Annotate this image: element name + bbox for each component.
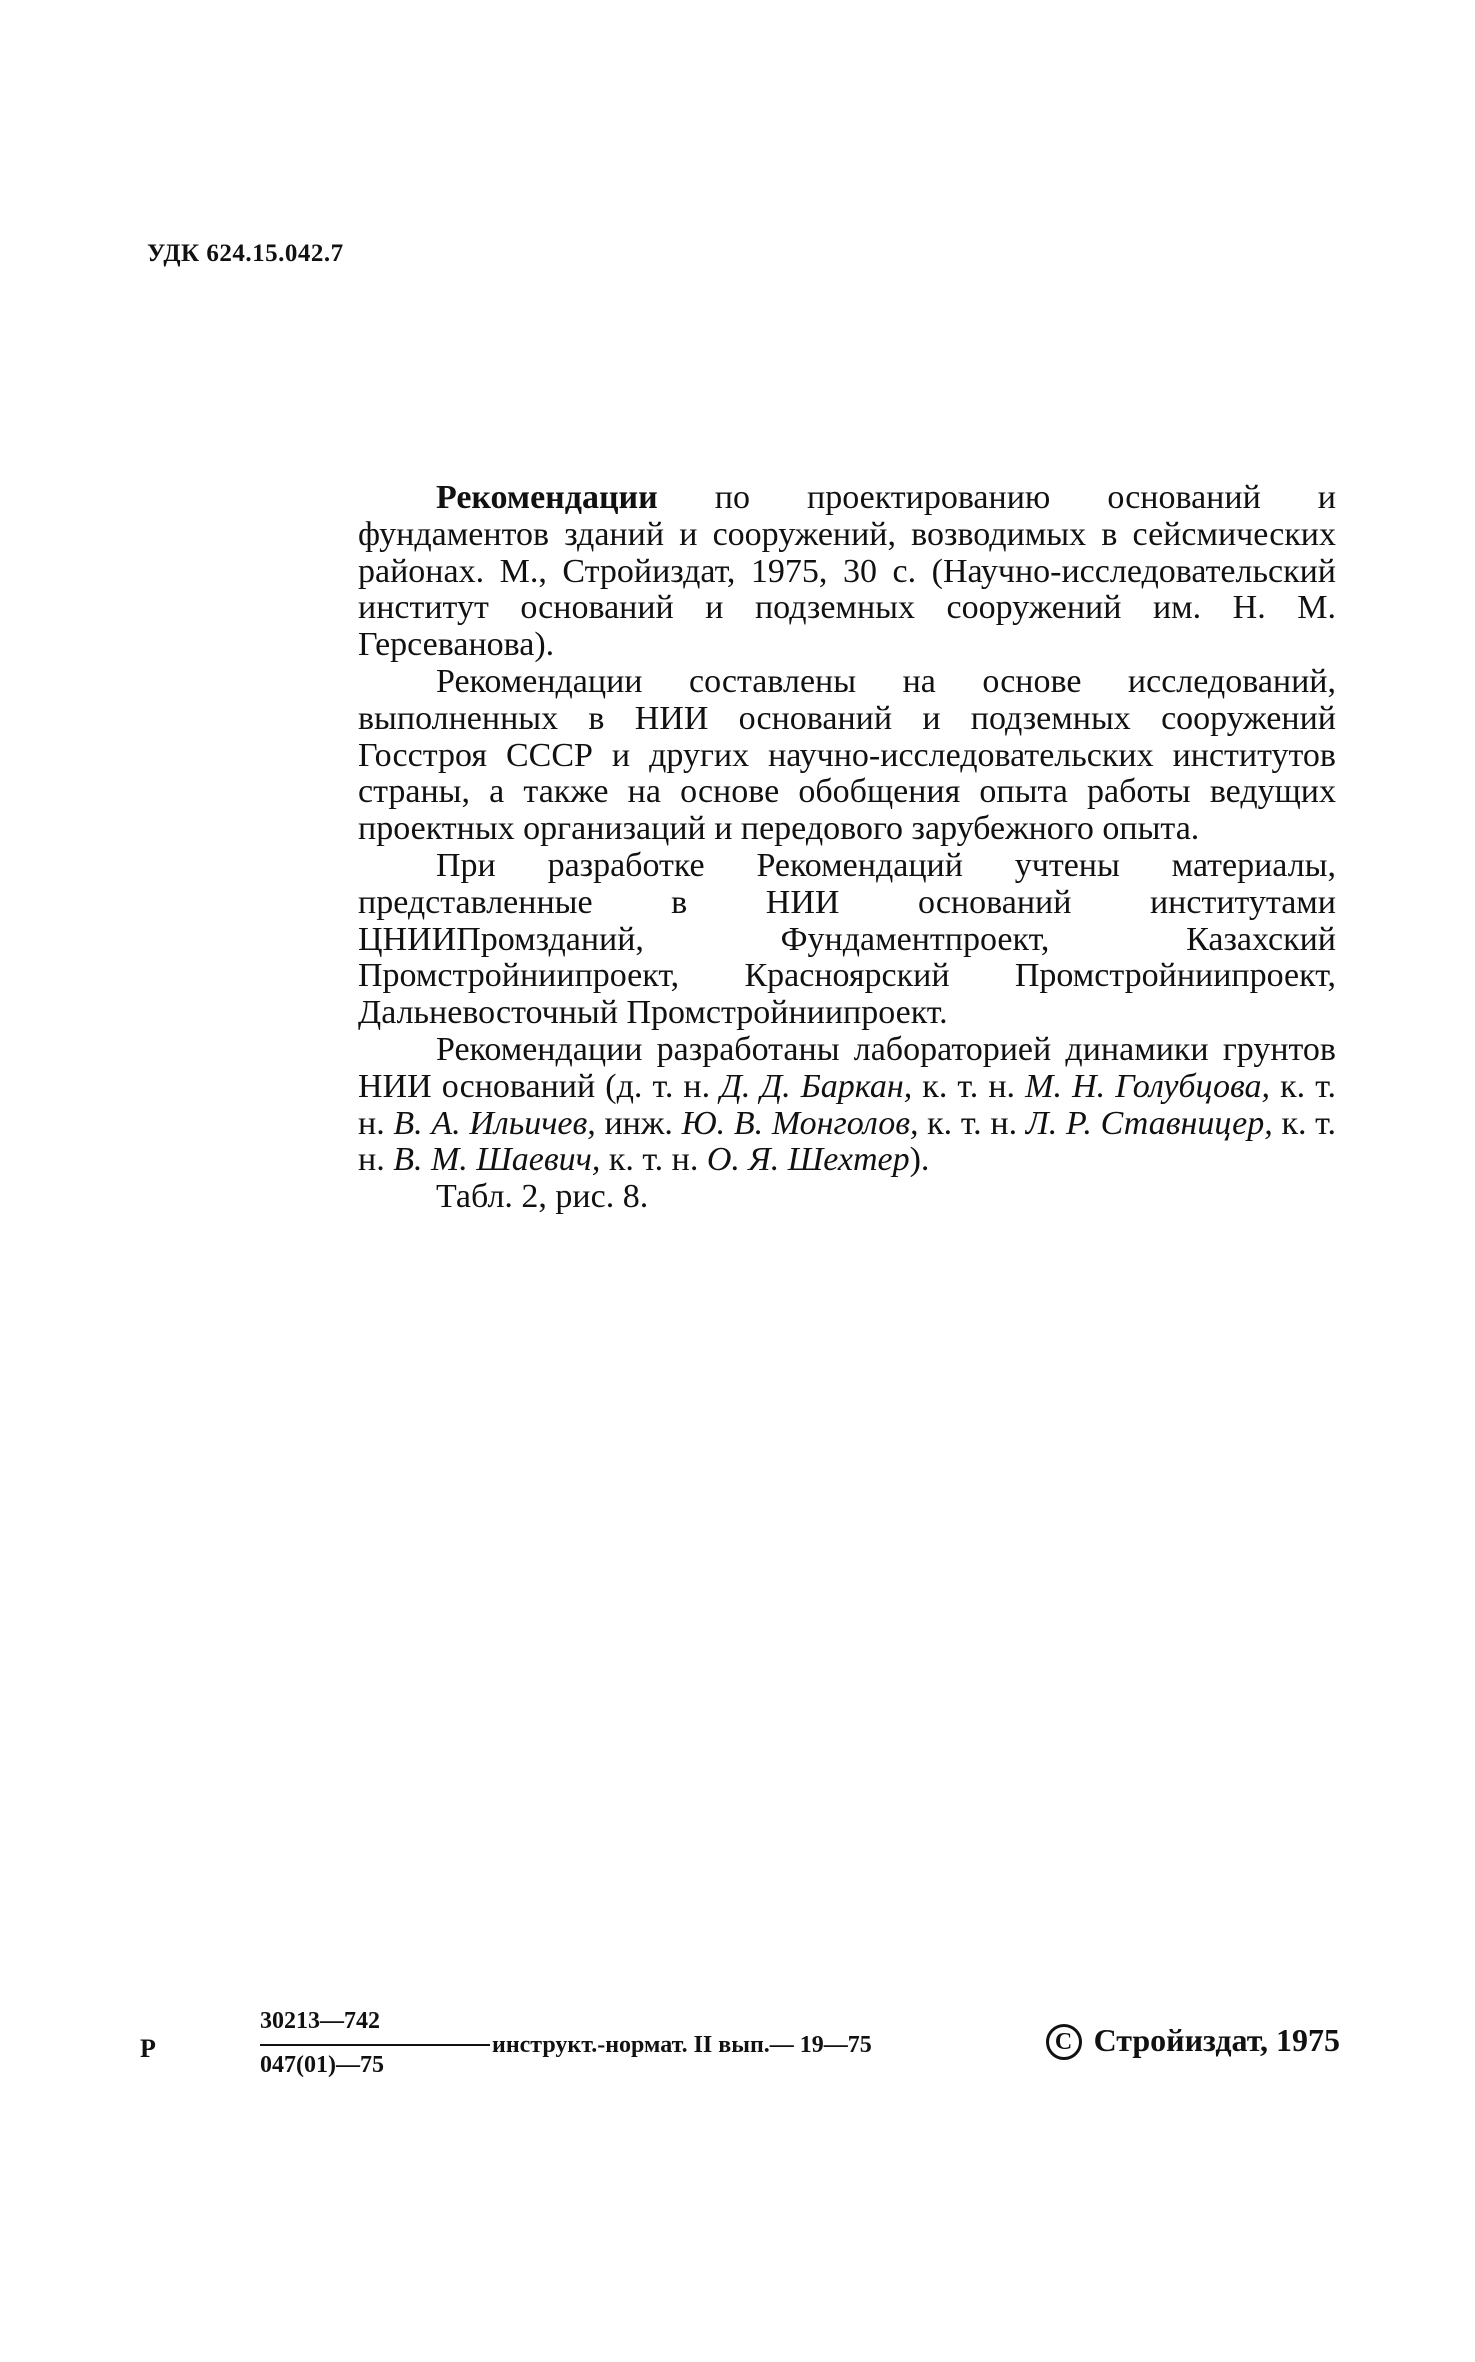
udk-code: УДК 624.15.042.7 [147,240,344,267]
author-name: Д. Д. Баркан, [720,1067,913,1105]
author-name: В. А. Ильичев, [393,1104,596,1142]
abstract-text: по проектированию оснований и фундаментов зданий и сооружений, возводимых в сейсмических районах. М., Стройиздат, 1975, 30 с. (Научно-исследовательский институт оснований и подземных сооружений им. Н. М. Герсеванова). [358,479,1336,664]
imprint-letter: Р [140,2034,156,2063]
imprint-denominator: 047(01)—75 [260,2052,384,2078]
imprint-numerator: 30213—742 [260,2008,380,2034]
author-name: Ю. В. Монголов, [681,1104,919,1142]
author-name: М. Н. Голубцова, [1025,1067,1270,1105]
abstract [358,480,1336,1216]
copyright-icon: C [1046,2024,1082,2060]
abstract-paragraph-3: При разработке Рекомендаций учтены материалы, представленные в НИИ оснований институтами ЦНИИПромзданий, Фундаментпроект, Казахский Промстройниипроект, Красноярский Промстройниипроект, Дальневосточный Промстройниипроект. [358,846,1336,1032]
authors-text: к. т. н. [358,1067,1337,1142]
authors-text: инж. [595,1104,682,1142]
authors-text: к. т. н. [912,1067,1026,1105]
imprint-series: инструкт.-нормат. II вып.— 19—75 [492,2032,872,2058]
abstract-paragraph-tables: Табл. 2, рис. 8. [436,1178,649,1216]
authors-text: к. т. н. [918,1104,1026,1142]
authors-text: к. т. н. [600,1141,707,1179]
fraction-line [260,2044,490,2046]
abstract-paragraph-authors [358,1032,1336,1179]
abstract-paragraph-1 [358,480,1336,664]
authors-text: ). [909,1141,930,1179]
copyright [1046,2022,1340,2060]
author-name: В. М. Шаевич, [393,1141,601,1179]
authors-text: Рекомендации разработаны лабораторией динамики грунтов НИИ оснований (д. т. н. [358,1030,1336,1105]
abstract-title: Рекомендации [436,479,658,516]
authors-text: к. т. н. [358,1104,1336,1179]
copyright-text: Стройиздат, 1975 [1093,2022,1340,2058]
author-name: О. Я. Шехтер [706,1141,910,1179]
abstract-paragraph-2: Рекомендации составлены на основе исследований, выполненных в НИИ оснований и подземных сооружений Госстроя СССР и других научно-исследовательских институтов страны, а также на основе обобщения опыта работы ведущих проектных организаций и передового зарубежного опыта. [358,662,1336,848]
imprint [130,2008,1340,2078]
author-name: Л. Р. Ставницер, [1025,1104,1273,1142]
